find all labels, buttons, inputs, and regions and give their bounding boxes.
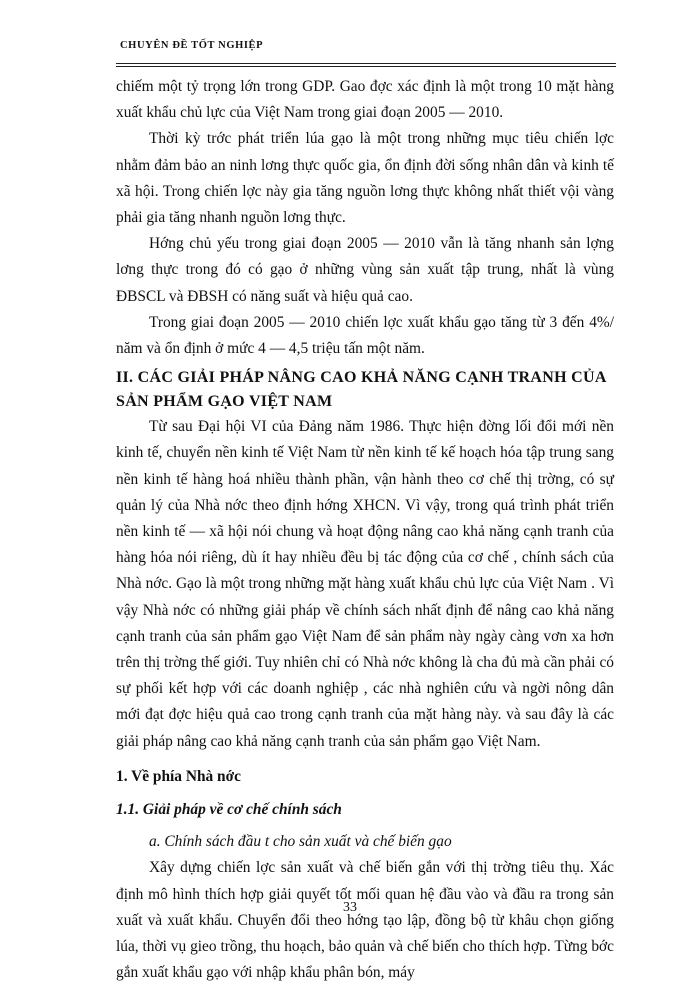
subsection-heading: 1.1. Giải pháp về cơ chế chính sách <box>116 801 342 819</box>
paragraph: Thời kỳ trớc phát triển lúa gạo là một trong những mục tiêu chiến lợc nhằm đảm bảo an ninh lơng thực quốc gia, ổn định đời sống nhân dân và kinh tế xã hội. Trong chiến lợc này gia tăng nguồn lơng thực không nhất thiết vội vàng phải gia tăng nhanh nguồn lơng thực. <box>116 130 614 227</box>
section-heading: II. CÁC GIẢI PHÁP NÂNG CAO KHẢ NĂNG CẠNH TRANH CỦA SẢN PHẨM GẠO VIỆT NAM <box>116 369 606 411</box>
paragraph: Trong giai đoạn 2005 — 2010 chiến lợc xuất khẩu gạo tăng từ 3 đến 4%/ năm và ổn định ở mức 4 — 4,5 triệu tấn một năm. <box>116 313 614 358</box>
paragraph-continued: chiếm một tỷ trọng lớn trong GDP. Gao đợc xác định là một trong 10 mặt hàng xuất khẩu chủ lực của Việt Nam trong giai đoạn 2005 — 2010. <box>116 78 614 122</box>
paragraph: Hớng chủ yếu trong giai đoạn 2005 — 2010 vẫn là tăng nhanh sản lợng lơng thực trong đó có gạo ở những vùng sản xuất tập trung, nhất là vùng ĐBSCL và ĐBSH có năng suất và hiệu quả cao. <box>116 235 614 305</box>
header-divider <box>116 63 616 67</box>
running-header-title: CHUYÊN ĐỀ TỐT NGHIỆP <box>120 40 264 51</box>
part-heading: 1. Về phía Nhà nớc <box>116 767 241 785</box>
page-number: 33 <box>343 900 357 915</box>
final-paragraph: Xây dựng chiến lợc sản xuất và chế biến gắn với thị trờng tiêu thụ. Xác định mô hình thích hợp giải quyết tốt mối quan hệ đầu vào và đầu ra trong sản xuất và xuất khẩu. Chuyển đổi theo hớng tạo lập, đồng bộ từ khâu chọn giống lúa, thời vụ gieo trồng, thu hoạch, bảo quản và chế biến cho thích hợp. Từng bớc gắn xuất khẩu gạo với nhập khẩu phân bón, máy <box>116 859 614 982</box>
section-paragraph: Từ sau Đại hội VI của Đảng năm 1986. Thực hiện đờng lối đổi mới nền kinh tế, chuyển nền kinh tế Việt Nam từ nền kinh tế kế hoạch hóa tập trung sang nền kinh tế hàng hoá nhiều thành phần, vận hành theo cơ chế thị trờng, có sự quản lý của Nhà nớc theo định hớng XHCN. Vì vậy, trong quá trình phát triển nền kinh tế — xã hội nói chung và hoạt động nâng cao khả năng cạnh tranh của hàng hóa nói riêng, dù ít hay nhiều đều bị tác động của cơ chế , chính sách của Nhà nớc. Gạo là một trong những mặt hàng xuất khẩu chủ lực của Việt Nam . Vì vậy Nhà nớc có những giải pháp về chính sách nhất định để nâng cao khả năng cạnh tranh của sản phẩm gạo Việt Nam để sản phẩm này ngày càng vơn xa hơn trên thị trờng thế giới. Tuy nhiên chỉ có Nhà nớc không là cha đủ mà cần phải có sự phối kết hợp với các doanh nghiệp , các nhà nghiên cứu và ngời nông dân mới đạt đợc hiệu quả cao trong cạnh tranh của mặt hàng này. và sau đây là các giải pháp nâng cao khả năng cạnh tranh của sản phẩm gạo Việt Nam. <box>116 418 614 750</box>
subsubsection-heading: a. Chính sách đầu t cho sản xuất và chế biến gạo <box>149 833 452 851</box>
document-body <box>116 74 614 987</box>
